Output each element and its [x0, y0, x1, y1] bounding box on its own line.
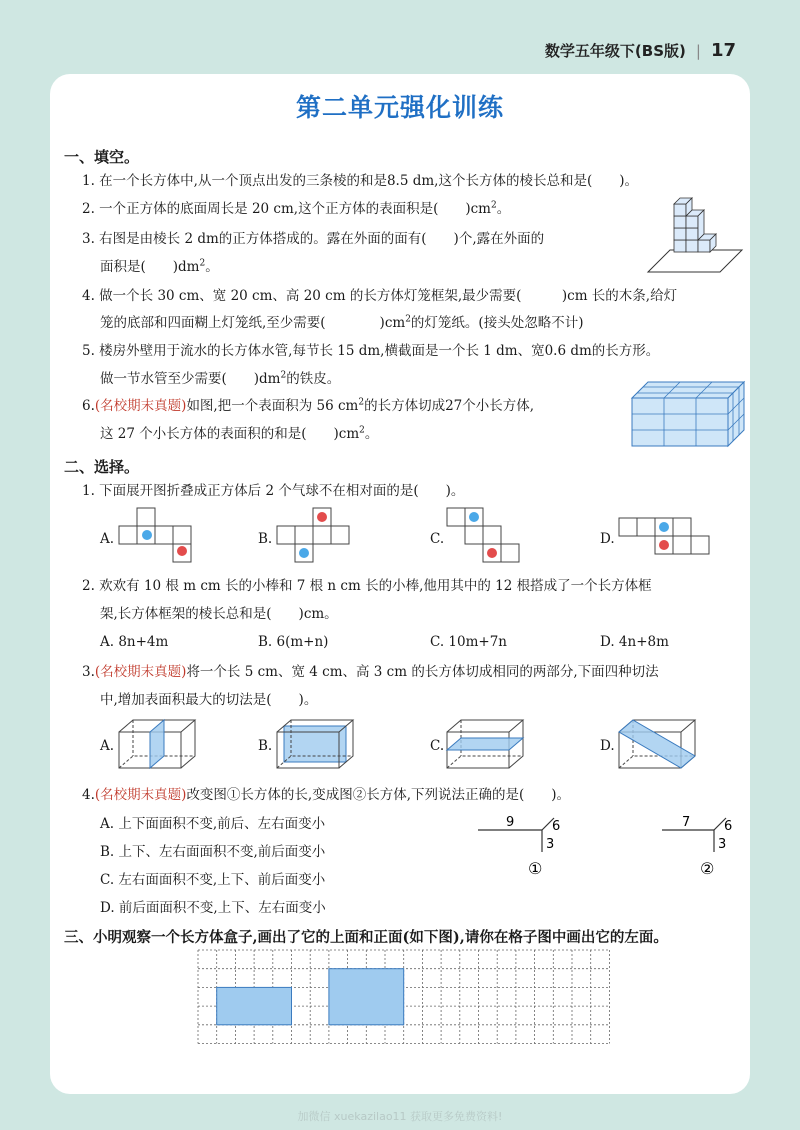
section-choice-heading: 二、选择。 — [64, 458, 140, 476]
q2-2-option-d: D. 4n+8m — [600, 634, 669, 650]
q1-4-line2: 笼的底部和四面糊上灯笼纸,至少需要( )$cm^2$的灯笼纸。(接头处忽略不计) — [100, 314, 584, 331]
q1-4-line1: 4. 做一个长 30 cm、宽 20 cm、高 20 cm 的长方体灯笼框架,最少需要( )cm 长的木条,给灯 — [82, 288, 678, 304]
q1-2: 2. 一个正方体的底面周长是 20 cm,这个正方体的表面积是( )$cm^2$。 — [82, 200, 511, 217]
q2-3-line2: 中,增加表面积最大的切法是( )。 — [100, 692, 318, 708]
q1-6-line2: 这 27 个小长方体的表面积的和是( )$cm^2$。 — [100, 425, 379, 442]
q2-3-option-a: A. — [100, 738, 115, 754]
balloon-blue-icon — [659, 522, 669, 532]
balloon-red-icon — [177, 546, 187, 556]
page-number: 17 — [710, 40, 736, 61]
q2-2-option-a: A. 8n+4m — [100, 634, 169, 650]
balloon-blue-icon — [469, 512, 479, 522]
fig1-width: 6 — [552, 819, 561, 834]
q2-4-option-b: B. 上下、左右面面积不变,前后面变小 — [100, 844, 326, 860]
figure-1-dimensions — [476, 812, 586, 878]
q1-5-line1: 5. 楼房外壁用于流水的长方体水管,每节长 15 dm,横截面是一个长 1 dm、宽0.6 dm的长方形。 — [82, 343, 660, 359]
q2-1-option-b: B. — [258, 531, 273, 547]
q2-4-option-a: A. 上下面面积不变,前后、左右面变小 — [100, 816, 326, 832]
front-view-rect — [329, 969, 404, 1025]
page-header — [545, 40, 736, 61]
balloon-red-icon — [317, 512, 327, 522]
q2-4-line1: 4.(名校期末真题)改变图①长方体的长,变成图②长方体,下列说法正确的是( )。 — [82, 787, 571, 803]
balloon-blue-icon — [142, 530, 152, 540]
fig2-label: ② — [700, 859, 715, 878]
q2-3-line1: 3.(名校期末真题)将一个长 5 cm、宽 4 cm、高 3 cm 的长方体切成相同的两部分,下面四种切法 — [82, 664, 659, 680]
cut-c-figure — [446, 718, 526, 770]
net-a-figure — [118, 506, 198, 562]
cut-a-figure — [118, 718, 198, 770]
q1-1: 1. 在一个长方体中,从一个顶点出发的三条棱的和是8.5 dm,这个长方体的棱长总和是( )。 — [82, 173, 638, 189]
q2-3-option-b: B. — [258, 738, 273, 754]
q1-5-line2: 做一节水管至少需要( )$dm^2$的铁皮。 — [100, 370, 341, 387]
q1-6-line1: 6.(名校期末真题)如图,把一个表面积为 56 $cm^2$的长方体切成27个小长方体, — [82, 397, 535, 414]
page-title: 第二单元强化训练 — [295, 93, 504, 122]
q2-2-option-c: C. 10m+7n — [430, 634, 508, 650]
figure-2-dimensions — [660, 812, 750, 878]
grid-paper[interactable] — [198, 950, 610, 1050]
stacked-cubes-figure — [646, 198, 746, 278]
balloon-red-icon — [487, 548, 497, 558]
fig1-label: ① — [528, 859, 543, 878]
balloon-red-icon — [659, 540, 669, 550]
q2-4-option-c: C. 左右面面积不变,上下、前后面变小 — [100, 872, 326, 888]
footer-watermark: 加微信 xuekazilao11 获取更多免费资料! — [297, 1110, 503, 1123]
cut-d-figure — [618, 718, 698, 770]
q2-3-option-c: C. — [430, 738, 445, 754]
q2-3-option-d: D. — [600, 738, 615, 754]
q2-1: 1. 下面展开图折叠成正方体后 2 个气球不在相对面的是( )。 — [82, 483, 465, 499]
net-d-figure — [618, 516, 722, 556]
cut-b-figure — [276, 718, 356, 770]
top-view-rect — [217, 987, 292, 1024]
q2-1-option-d: D. — [600, 531, 615, 547]
net-c-figure — [446, 506, 526, 566]
fig2-height: 3 — [718, 837, 727, 852]
book-title: 数学五年级下(BS版) — [544, 42, 686, 60]
q1-3-line1: 3. 右图是由棱长 2 dm的正方体搭成的。露在外面的面有( )个,露在外面的 — [82, 231, 545, 247]
q2-2-line1: 2. 欢欢有 10 根 m cm 长的小棒和 7 根 n cm 长的小棒,他用其中的 12 根搭成了一个长方体框 — [82, 578, 652, 594]
fig1-height: 3 — [546, 837, 555, 852]
balloon-blue-icon — [299, 548, 309, 558]
q2-2-option-b: B. 6(m+n) — [258, 634, 329, 650]
q2-4-option-d: D. 前后面面积不变,上下、左右面变小 — [100, 900, 326, 916]
cuboid-27-pieces-figure — [632, 382, 744, 448]
section-fill-blank-heading: 一、填空。 — [64, 148, 140, 166]
q2-2-line2: 架,长方体框架的棱长总和是( )cm。 — [100, 606, 338, 622]
fig2-width: 6 — [724, 819, 733, 834]
net-b-figure — [276, 506, 356, 562]
header-separator: | — [695, 41, 701, 60]
q1-3-line2: 面积是( )$dm^2$。 — [100, 258, 219, 275]
fig1-length: 9 — [506, 815, 515, 830]
fig2-length: 7 — [682, 815, 691, 830]
q2-1-option-a: A. — [100, 531, 115, 547]
q2-1-option-c: C. — [430, 531, 445, 547]
section-draw-heading: 三、小明观察一个长方体盒子,画出了它的上面和正面(如下图),请你在格子图中画出它的左面。 — [64, 929, 668, 946]
